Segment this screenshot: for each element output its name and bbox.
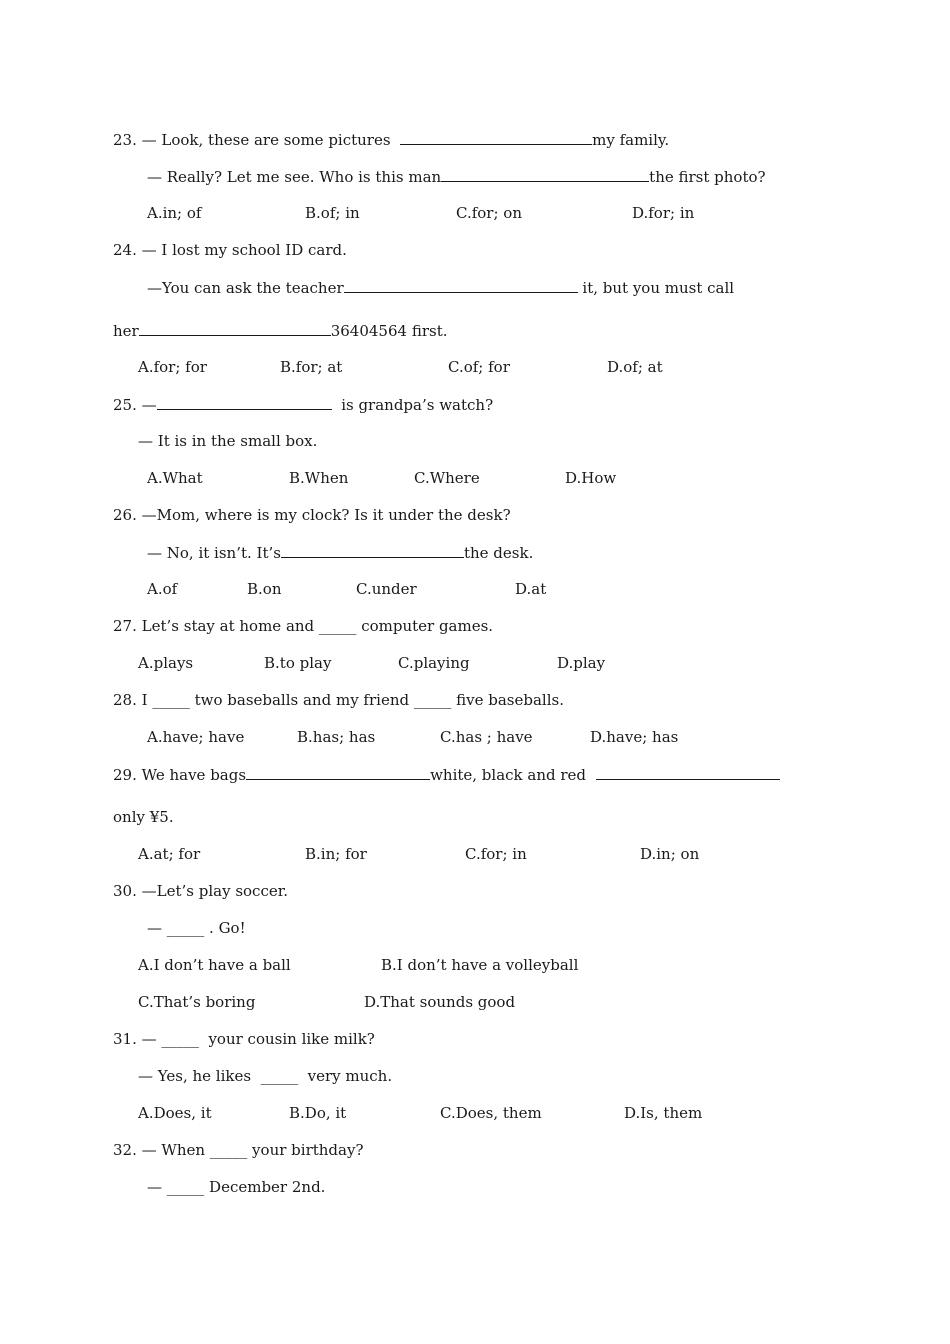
- question-text: —Let’s play soccer.: [141, 882, 289, 900]
- question-number: 28.: [113, 691, 137, 709]
- question-text: —You can ask the teacher: [147, 279, 344, 297]
- question-text: — No, it isn’t. It’s: [147, 544, 281, 562]
- option-b: B.of; in: [305, 204, 360, 222]
- question-number: 31.: [113, 1030, 137, 1048]
- question-29-line-2: only ¥5.: [113, 808, 174, 826]
- question-text: — Look, these are some pictures: [141, 131, 391, 149]
- option-a: A.in; of: [147, 204, 202, 222]
- option-a: A.plays: [138, 654, 194, 672]
- question-25-line-2: — It is in the small box.: [138, 432, 318, 450]
- question-text: 36404564 first.: [330, 322, 448, 340]
- question-number: 30.: [113, 882, 137, 900]
- question-28-line-1: [113, 691, 564, 709]
- option-d: D.That sounds good: [364, 993, 516, 1011]
- option-d: D.of; at: [607, 358, 663, 376]
- question-text: We have bags: [141, 766, 247, 784]
- option-c: C.for; in: [465, 845, 527, 863]
- answer-blank: [281, 543, 464, 558]
- option-b: B.Do, it: [289, 1104, 347, 1122]
- option-d: D.How: [565, 469, 617, 487]
- question-text: — _____ your cousin like milk?: [141, 1030, 375, 1048]
- option-a: A.of: [147, 580, 178, 598]
- option-a: A.at; for: [138, 845, 201, 863]
- answer-blank: [246, 765, 430, 780]
- option-b: B.in; for: [305, 845, 367, 863]
- question-31-line-1: [113, 1030, 375, 1048]
- question-text: the first photo?: [649, 168, 766, 186]
- option-c: C.of; for: [448, 358, 510, 376]
- option-d: D.play: [557, 654, 606, 672]
- answer-blank: [157, 395, 332, 410]
- option-c: C.Where: [414, 469, 480, 487]
- option-b: B.When: [289, 469, 349, 487]
- question-26-line-2: [147, 543, 533, 561]
- question-30-line-2: — _____ . Go!: [147, 919, 246, 937]
- option-c: C.has ; have: [440, 728, 533, 746]
- question-26-line-1: [113, 506, 511, 524]
- question-number: 24.: [113, 241, 137, 259]
- question-23-line-1: [113, 130, 669, 148]
- question-text: —: [141, 396, 157, 414]
- option-d: D.Is, them: [624, 1104, 703, 1122]
- option-c: C.That’s boring: [138, 993, 256, 1011]
- question-25-line-1: [113, 395, 493, 413]
- question-text: is grandpa’s watch?: [336, 396, 494, 414]
- question-number: 32.: [113, 1141, 137, 1159]
- question-30-line-1: [113, 882, 288, 900]
- question-text: — I lost my school ID card.: [141, 241, 347, 259]
- answer-blank: [596, 765, 780, 780]
- question-24-line-2: [147, 278, 734, 296]
- answer-blank: [344, 278, 578, 293]
- question-text: white, black and red: [430, 766, 587, 784]
- option-d: D.have; has: [590, 728, 679, 746]
- question-number: 29.: [113, 766, 137, 784]
- option-c: C.for; on: [456, 204, 522, 222]
- question-text: — When _____ your birthday?: [141, 1141, 364, 1159]
- question-number: 25.: [113, 396, 137, 414]
- option-c: C.playing: [398, 654, 470, 672]
- question-32-line-1: [113, 1141, 363, 1159]
- option-a: A.I don’t have a ball: [138, 956, 291, 974]
- question-text: —Mom, where is my clock? Is it under the desk?: [141, 506, 511, 524]
- question-29-line-1: [113, 765, 780, 783]
- question-text: I _____ two baseballs and my friend _____ five baseballs.: [141, 691, 564, 709]
- question-text: — Really? Let me see. Who is this man: [147, 168, 442, 186]
- question-number: 27.: [113, 617, 137, 635]
- question-number: 23.: [113, 131, 137, 149]
- option-d: D.for; in: [632, 204, 695, 222]
- question-text: the desk.: [463, 544, 534, 562]
- answer-blank: [400, 130, 592, 145]
- option-b: B.for; at: [280, 358, 343, 376]
- option-b: B.has; has: [297, 728, 376, 746]
- option-c: C.Does, them: [440, 1104, 542, 1122]
- answer-blank: [139, 321, 331, 336]
- option-a: A.Does, it: [138, 1104, 212, 1122]
- option-a: A.What: [147, 469, 203, 487]
- option-b: B.to play: [264, 654, 332, 672]
- question-32-line-2: — _____ December 2nd.: [147, 1178, 326, 1196]
- question-24-line-1: [113, 241, 347, 259]
- option-b: B.I don’t have a volleyball: [381, 956, 579, 974]
- option-b: B.on: [247, 580, 282, 598]
- option-d: D.at: [515, 580, 547, 598]
- question-23-line-2: [147, 167, 766, 185]
- question-text: her: [113, 322, 139, 340]
- question-number: 26.: [113, 506, 137, 524]
- question-text: Let’s stay at home and _____ computer games.: [141, 617, 494, 635]
- option-a: A.for; for: [138, 358, 207, 376]
- question-27-line-1: [113, 617, 493, 635]
- question-24-line-3: [113, 321, 448, 339]
- option-c: C.under: [356, 580, 417, 598]
- option-d: D.in; on: [640, 845, 700, 863]
- question-text: my family.: [592, 131, 670, 149]
- option-a: A.have; have: [147, 728, 245, 746]
- answer-blank: [441, 167, 649, 182]
- question-text: it, but you must call: [577, 279, 735, 297]
- question-31-line-2: — Yes, he likes _____ very much.: [138, 1067, 393, 1085]
